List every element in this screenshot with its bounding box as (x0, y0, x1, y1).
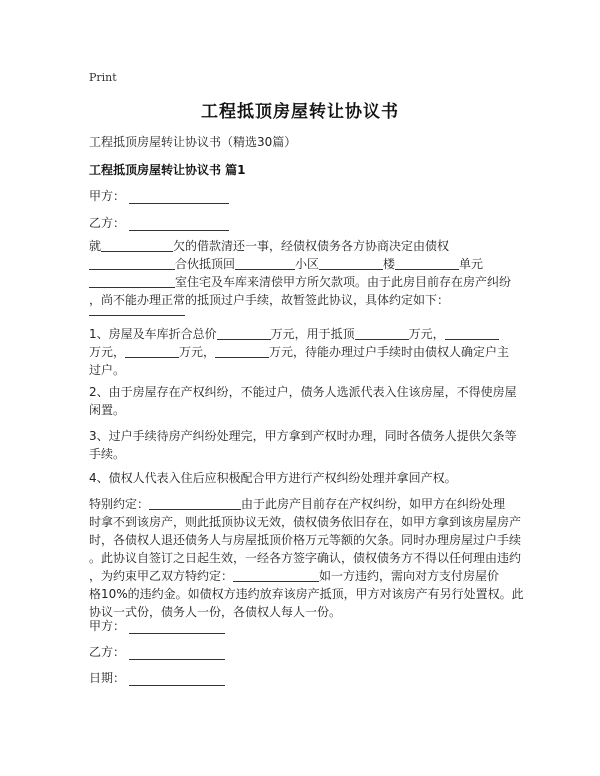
party-b-blank (129, 217, 229, 231)
divider-line (89, 315, 185, 316)
sign-party-b-blank (129, 646, 225, 660)
sign-party-a (89, 617, 225, 634)
clause-text: 万元，待能办理过户手续时由债权人确定户主 (269, 345, 510, 359)
sign-date-blank (129, 672, 225, 686)
party-b-field (89, 214, 229, 231)
special-terms (89, 495, 524, 621)
clause-text: 万元，用于抵顶 (270, 327, 355, 341)
total-price-blank (217, 327, 271, 340)
intro-text: 合伙抵顶回 (175, 257, 236, 271)
special-blank (233, 569, 319, 582)
sign-date (89, 669, 225, 686)
building-blank (319, 257, 383, 270)
intro-text: 就 (89, 239, 102, 253)
special-blank (149, 497, 241, 510)
party-a-label: 甲方： (89, 189, 126, 203)
party-b-label: 乙方： (89, 216, 126, 230)
debtor-blank (101, 239, 173, 252)
clause-text: 2、由于房屋存在产权纠纷，不能过户，债务人选派代表入住该房屋，不得使房屋 (89, 385, 517, 399)
sign-date-label: 日期： (89, 671, 126, 685)
clause-text: 3、过户手续待房产纠纷处理完，甲方拿到产权时办理，同时各债务人提供欠条等 (89, 429, 517, 443)
sign-party-a-label: 甲方： (89, 619, 126, 633)
clause-2 (89, 383, 517, 419)
clause-4 (89, 469, 509, 487)
amount-blank (125, 345, 179, 358)
document-subtitle: 工程抵顶房屋转让协议书（精选30篇） (89, 135, 297, 149)
community-blank (235, 257, 295, 270)
clause-text: 万元， (179, 345, 216, 359)
special-text: ，为约束甲乙双方特约定： (89, 569, 234, 583)
clause-text: 万元， (89, 345, 126, 359)
sign-party-a-blank (129, 620, 225, 634)
party-a-field (89, 187, 229, 204)
clause-text: 闲置。 (89, 403, 126, 417)
sign-party-b (89, 643, 225, 660)
special-text: 。此协议自签订之日起生效，一经各方签字确认，债权债务方不得以任何理由违约 (89, 551, 522, 565)
intro-text: 欠的借款清还一事，经债权债务各方协商决定由债权 (173, 239, 450, 253)
creditor-blank (89, 257, 175, 270)
special-text: 协议一式份，债务人一份，各债权人每人一份。 (89, 605, 342, 619)
intro-text: 小区 (295, 257, 320, 271)
amount-blank (445, 327, 499, 340)
special-text: 格10%的违约金。如债权方违约放弃该房产抵顶，甲方对该房产有另行处置权。此 (89, 587, 524, 601)
room-blank (89, 275, 175, 288)
print-label[interactable]: Print (89, 71, 117, 84)
clause-text: 手续。 (89, 447, 126, 461)
clause-text: 4、债权人代表入住后应积极配合甲方进行产权纠纷处理并拿回产权。 (89, 471, 457, 485)
clause-3 (89, 427, 517, 463)
page-title: 工程抵顶房屋转让协议书 (201, 102, 399, 122)
unit-blank (395, 257, 459, 270)
special-text: 如一方违约，需向对方支付房屋价 (319, 569, 500, 583)
special-text: 由于此房产目前存在产权纠纷，如甲方在纠纷处理 (241, 497, 506, 511)
amount-blank (215, 345, 269, 358)
special-text: 时，各债权人退还债务人与房屋抵顶价格万元等额的欠条。同时办理房屋过户手续 (89, 533, 522, 547)
intro-text: ，尚不能办理正常的抵顶过户手续，故暂签此协议，具体约定如下： (89, 293, 450, 307)
special-text: 时拿不到该房产，则此抵顶协议无效，债权债务依旧存在，如甲方拿到该房屋房产 (89, 515, 522, 529)
clause-text: 过户。 (89, 363, 126, 377)
intro-paragraph (89, 237, 512, 309)
section-title: 工程抵顶房屋转让协议书 篇1 (89, 163, 246, 177)
offset-amount-blank (355, 327, 409, 340)
intro-text: 单元 (459, 257, 484, 271)
party-a-blank (129, 190, 229, 204)
clause-1 (89, 325, 509, 379)
intro-text: 室住宅及车库来清偿甲方所欠款项。由于此房目前存在房产纠纷 (175, 275, 512, 289)
clause-text: 1、房屋及车库折合总价 (89, 327, 217, 341)
special-text: 特别约定： (89, 497, 150, 511)
sign-party-b-label: 乙方： (89, 645, 126, 659)
intro-text: 楼 (383, 257, 396, 271)
clause-text: 万元， (408, 327, 445, 341)
